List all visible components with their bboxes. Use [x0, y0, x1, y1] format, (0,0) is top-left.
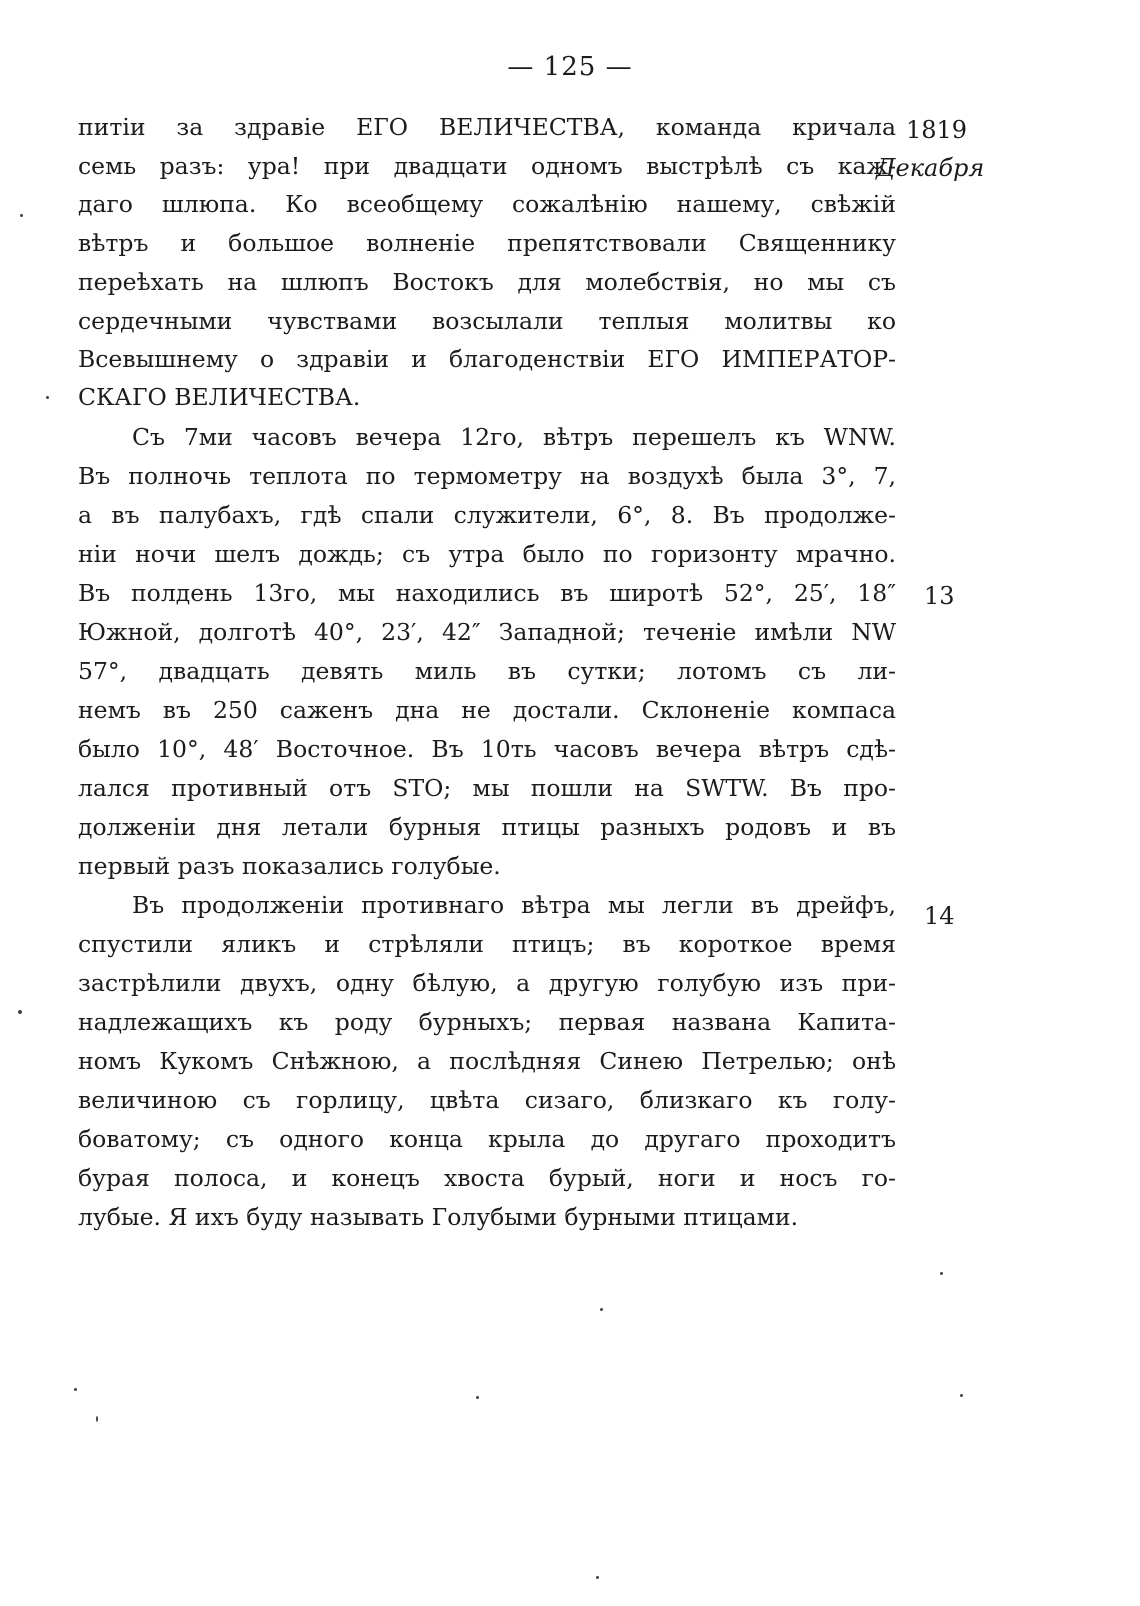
- text-line: лался противный отъ STO; мы пошли на SWTW. Въ про-: [78, 774, 896, 802]
- text-line: Южной, долготѣ 40°, 23′, 42″ Западной; теченіе имѣли NW: [78, 618, 896, 646]
- margin-day-14: 14: [924, 902, 955, 930]
- text-line: немъ въ 250 саженъ дна не достали. Склоненіе компаса: [78, 696, 896, 724]
- scan-speck: [960, 1394, 963, 1397]
- text-line: застрѣлили двухъ, одну бѣлую, а другую голубую изъ при-: [78, 969, 896, 997]
- scan-speck: [596, 1576, 599, 1579]
- text-line: величиною съ горлицу, цвѣта сизаго, близкаго къ голу-: [78, 1086, 896, 1114]
- text-line: Въ продолженіи противнаго вѣтра мы легли въ дрейфъ,: [132, 891, 896, 919]
- scan-speck: [20, 214, 23, 217]
- text-line: переѣхать на шлюпъ Востокъ для молебствія, но мы съ: [78, 268, 896, 296]
- scan-speck: [476, 1396, 479, 1399]
- text-line: долженіи дня летали бурныя птицы разныхъ родовъ и въ: [78, 813, 896, 841]
- text-line: семь разъ: ура! при двадцати одномъ выстрѣлѣ съ каж-: [78, 152, 896, 180]
- text-line: даго шлюпа. Ко всеобщему сожалѣнію нашему, свѣжій: [78, 190, 896, 218]
- text-line: лубые. Я ихъ буду называть Голубыми бурными птицами.: [78, 1203, 799, 1231]
- text-line: питіи за здравіе ЕГО ВЕЛИЧЕСТВА, команда кричала: [78, 113, 896, 141]
- text-line: а въ палубахъ, гдѣ спали служители, 6°, 8. Въ продолже-: [78, 501, 896, 529]
- text-line: ніи ночи шелъ дождь; съ утра было по горизонту мрачно.: [78, 540, 896, 568]
- text-line: боватому; съ одного конца крыла до другаго проходитъ: [78, 1125, 896, 1153]
- scan-speck: [940, 1272, 943, 1275]
- margin-month: Декабря: [876, 154, 985, 182]
- text-line: сердечными чувствами возсылали теплыя молитвы ко: [78, 307, 896, 335]
- page-number: — 125 —: [507, 52, 633, 82]
- text-line: вѣтръ и большое волненіе препятствовали Священнику: [78, 229, 896, 257]
- text-line: первый разъ показались голубые.: [78, 852, 501, 880]
- text-line: номъ Кукомъ Снѣжною, а послѣдняя Синею Петрелью; онѣ: [78, 1047, 896, 1075]
- text-line: Въ полдень 13го, мы находились въ широтѣ 52°, 25′, 18″: [78, 579, 896, 607]
- scan-speck: [74, 1388, 77, 1391]
- text-line: СКАГО ВЕЛИЧЕСТВА.: [78, 383, 361, 411]
- text-line: Въ полночь теплота по термометру на воздухѣ была 3°, 7,: [78, 462, 896, 490]
- text-line: Съ 7ми часовъ вечера 12го, вѣтръ перешелъ къ WNW.: [132, 423, 896, 451]
- scan-speck: [46, 396, 49, 399]
- margin-year: 1819: [906, 116, 968, 144]
- margin-day-13: 13: [924, 582, 955, 610]
- text-line: Всевышнему о здравіи и благоденствіи ЕГО ИМПЕРАТОР-: [78, 345, 896, 373]
- scan-speck: [18, 1010, 22, 1014]
- text-line: бурая полоса, и конецъ хвоста бурый, ноги и носъ го-: [78, 1164, 896, 1192]
- scan-speck: [96, 1416, 98, 1422]
- text-line: надлежащихъ къ роду бурныхъ; первая названа Капита-: [78, 1008, 896, 1036]
- text-line: спустили яликъ и стрѣляли птицъ; въ короткое время: [78, 930, 896, 958]
- text-line: 57°, двадцать девять миль въ сутки; лотомъ съ ли-: [78, 657, 896, 685]
- text-line: было 10°, 48′ Восточное. Въ 10ть часовъ вечера вѣтръ сдѣ-: [78, 735, 896, 763]
- scan-speck: [600, 1308, 603, 1311]
